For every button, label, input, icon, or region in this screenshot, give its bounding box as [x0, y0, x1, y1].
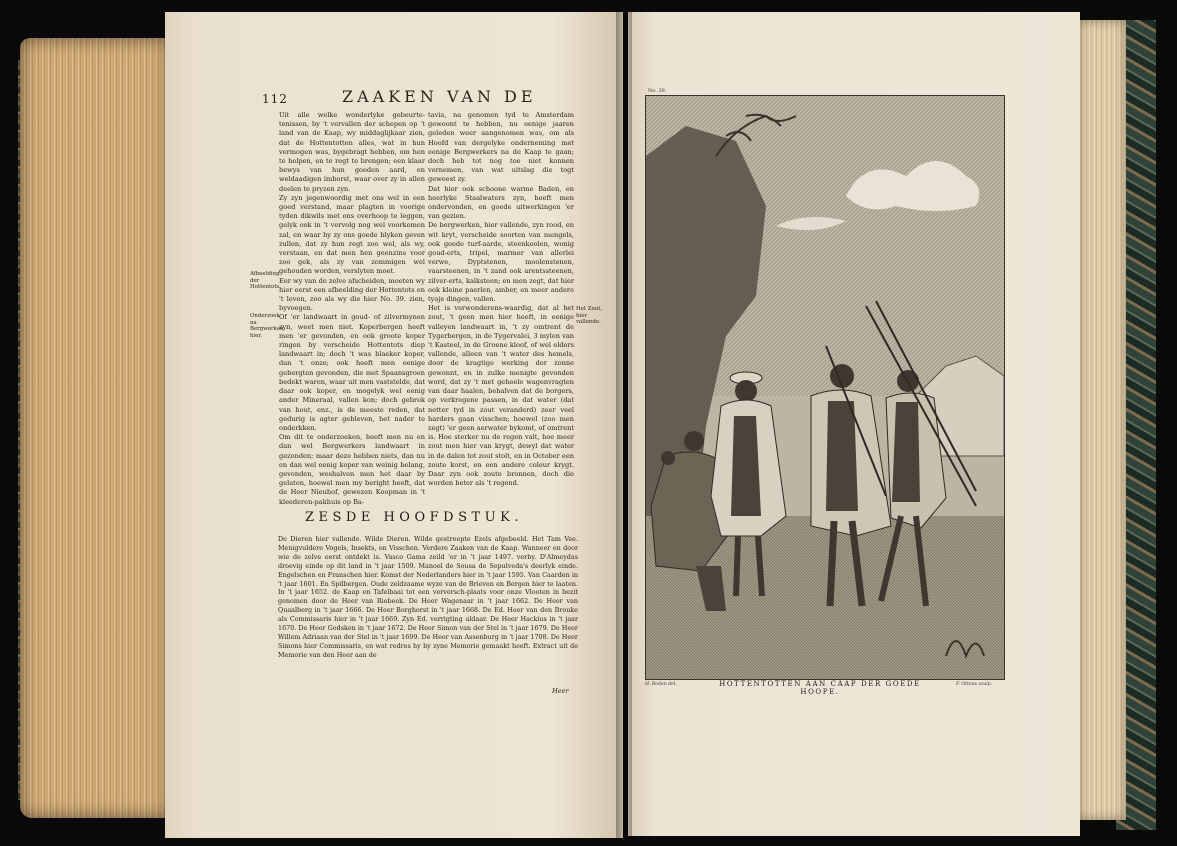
book-gutter	[616, 12, 632, 838]
paragraph: Of 'er landwaart in goud- of zilvermynen zyn, weet men niet. Koperbergen heeft men 'er gevonden, en ook groote koper ringen by verscheide Hottentots diep landwaart in; doch 't was blaeker koper, dan 't onze; ook heeft men eenige gebergten gevonden, die met Spaansgroen bedekt waren, waar uit men vaststelde, dat daar ook koper, en mogelyk wel eenig ander Mineraal, vallen kon; doch gebrek van hout, enz., is de meeste reden, dat gedurig is agter gebleven, het nader te onderkken.	[279, 313, 425, 432]
chapter-summary	[278, 535, 578, 660]
catchword: Heer	[552, 687, 569, 695]
paragraph: Dat hier ook schoone warme Baden, en heerlyke Staalwaters zyn, heeft men ondervonden, en goede uitwerkingen 'er van gezien.	[428, 184, 574, 221]
text-column-b	[428, 111, 574, 488]
margin-note: Het Zout, hier vallende.	[576, 306, 603, 326]
running-head-title: ZAAKEN VAN DE	[342, 87, 537, 106]
paragraph: Het is verwonderens-waardig, dat al het zout, 't geen men hier heeft, in eenige valleyen landwaart in, 't zy omtrent de Tygerbergen, in de Tygervalei, 3 mylen van 't Kasteel, in de Groene kloof, of wel elders vallende, alleen van 't water des hemels, door de kragtige werking der zonne gewonnt, en in zulke menigte gevonden word, dat zy 't met geheele wagenvragten van daar haalen, behalven dat de borgers, op verkregene passen, in dat water (dat netter tyd in zout veranderd) zeer veel harders gaan visschen; hoewel (zoo men zegt) 'er geen aerwater bykomt, of omtrent is. Hoe sterker nu de regen valt, hoe meer zout men hier van krygt, dewyl dat water in de dalen tot zout stolt, en in October een zoute korst, en een andere coleur krygt. Daar zyn ook zoute bronnen, doch die worden beter als 't regend.	[428, 304, 574, 488]
paragraph: De bergwerken, hier vallende, zyn rood, en wit kryt, verscheide soorten van mengels, ook goede turf-aarde, steenkoolen, wonig goud-erts, tripel, marmer van allerlei verwe, Dyptstenen, moolenstenen, vaarsteenen, in 't zand ook arentssteenen, zilver-erts, kalksteen; en men zegt, dat hier ook kleine paerlen, amber, en meer andere tyaje dingen, vallen.	[428, 221, 574, 304]
chapter-summary-text: De Dieren hier vallende. Wilde Dieren. Wilde gestreepte Ezels afgebeeld. Het Tam Vee. Menigvuldere Vogels, Insekts, en Visschen. Verdere Zaaken van de Kaap. Wanneer en door wie de zelve eerst ontdekt is. Vasco Gama zeild 'er in 't jaar 1497. verby. D'Almeydas droevig einde op dit land in 't jaar 1509. Manoel de Sousa de Sepulveda's deerlyk einde. Engelschen en Franschen hier. Komst der Nederlanders hier in 't jaar 1595. Van Caarden in 't jaar 1601. En Spilbergen. Oude zeldzaame wyze van de Brieven en Bergen hier te laaten. In 't jaar 1652. de Kaap en Tafelbaai tot een verversch-plaats voor onze Vlooten in bezit genomen door de Heer van Riebeek. De Heer Wagenaar in 't jaar 1662. De Heer van Quaalberg in 't jaar 1666. De Heer Borghorst in 't jaar 1668. De Ed. Heer van den Brouke als Commissaris hier in 't jaar 1669. Zyn Ed. verrigting aldaar. De Heer Hackius in 't jaar 1670. De Heer Godsken in 't jaar 1672. De Heer Simon van der Stel in 't jaar 1679. De Heer Willem Adriaan van der Stel in 't jaar 1699. De Heer van Assenburg in 't jaar 1708. De Heer Simons hier Commissaris, en wat redres hy by zyne Memorie gemaakt heeft. Extract uit de Memorie van den Heer aan de	[278, 535, 578, 659]
text-column-a	[279, 111, 425, 507]
chapter-heading: ZESDE HOOFDSTUK.	[305, 510, 523, 525]
plate-number: No. 39.	[648, 88, 667, 94]
paragraph: tavia, na genomen tyd te Amsterdam gewoont te hebben, nu eenige jaaren geleden weer aangenomen was, om als Hoofd van dergelyke onderneming met eenige Bergwerkers na de Kaap te gaan; doch heb tot nog toe niet konnen vernemen, van wat uitslag die togt geweest zy.	[428, 111, 574, 184]
paragraph: Zy zyn jegenwoordig met ons wel in een goed verstand, maar plagten in voorige tyden dikwils met ons overhoop te leggen, gelyk ook in 't vervolg nog wel voorkomen zal, en waar by zy ons goede blyken geven zullen, dat zy hun regt zoo wel, als wy, verstaan, en dat men hen geenzins voor zoo gek, als zy van zommigen wel gehouden worden, verslyten moet.	[279, 193, 425, 276]
margin-note: Onderzoek na Bergwerken hier.	[250, 313, 284, 339]
engraving-illustration	[646, 96, 1004, 679]
paragraph: Uit alle welke wonderlyke gebeurte-tenissen, by 't vervallen der schepen op 't land van de Kaap, wy middaglijkaar zien, dat de Hottentotten alles, wat in hun vermogen was, bygebragt hebben, om hen te helpen, en te regt te brengen; een klaar bewys van hun goeden aard, en weldaadigen imborst, waar over zy in allen deelen te pryzen zyn.	[279, 111, 425, 193]
page-number: 112	[262, 92, 288, 106]
artist-credit: H. Boden del.	[645, 682, 677, 687]
plate-caption: HOTTENTOTTEN AAN CAAP DER GOEDE HOOPE.	[719, 680, 921, 696]
margin-note: Afbeelding der Hottentots.	[250, 271, 281, 291]
engraver-credit: F. Ottens sculp.	[956, 682, 993, 687]
paragraph: Om dit te onderzoeken, heeft men nu en dan wel Bergwerkers landwaart in gezonden; maar deze hebben niets, dan nu en dan wel eenig koper van weinig belang, gevonden, weshalven men het daar by gelaten, hoewel men my beright heeft, dat de Heer Nieuhof, gewezen Koopman in 't kleederen-pakhuis op Ba-	[279, 433, 425, 506]
engraving-plate	[645, 95, 1005, 680]
page-edges-left	[20, 38, 170, 818]
paragraph: Eer wy van de zelve afscheiden, moeten wy hier eerst een afbeelding der Hottentots en 't leven, zoo als wy die hier No. 39. zien, byvoegen.	[279, 276, 425, 313]
page-edges-right	[1078, 20, 1126, 820]
